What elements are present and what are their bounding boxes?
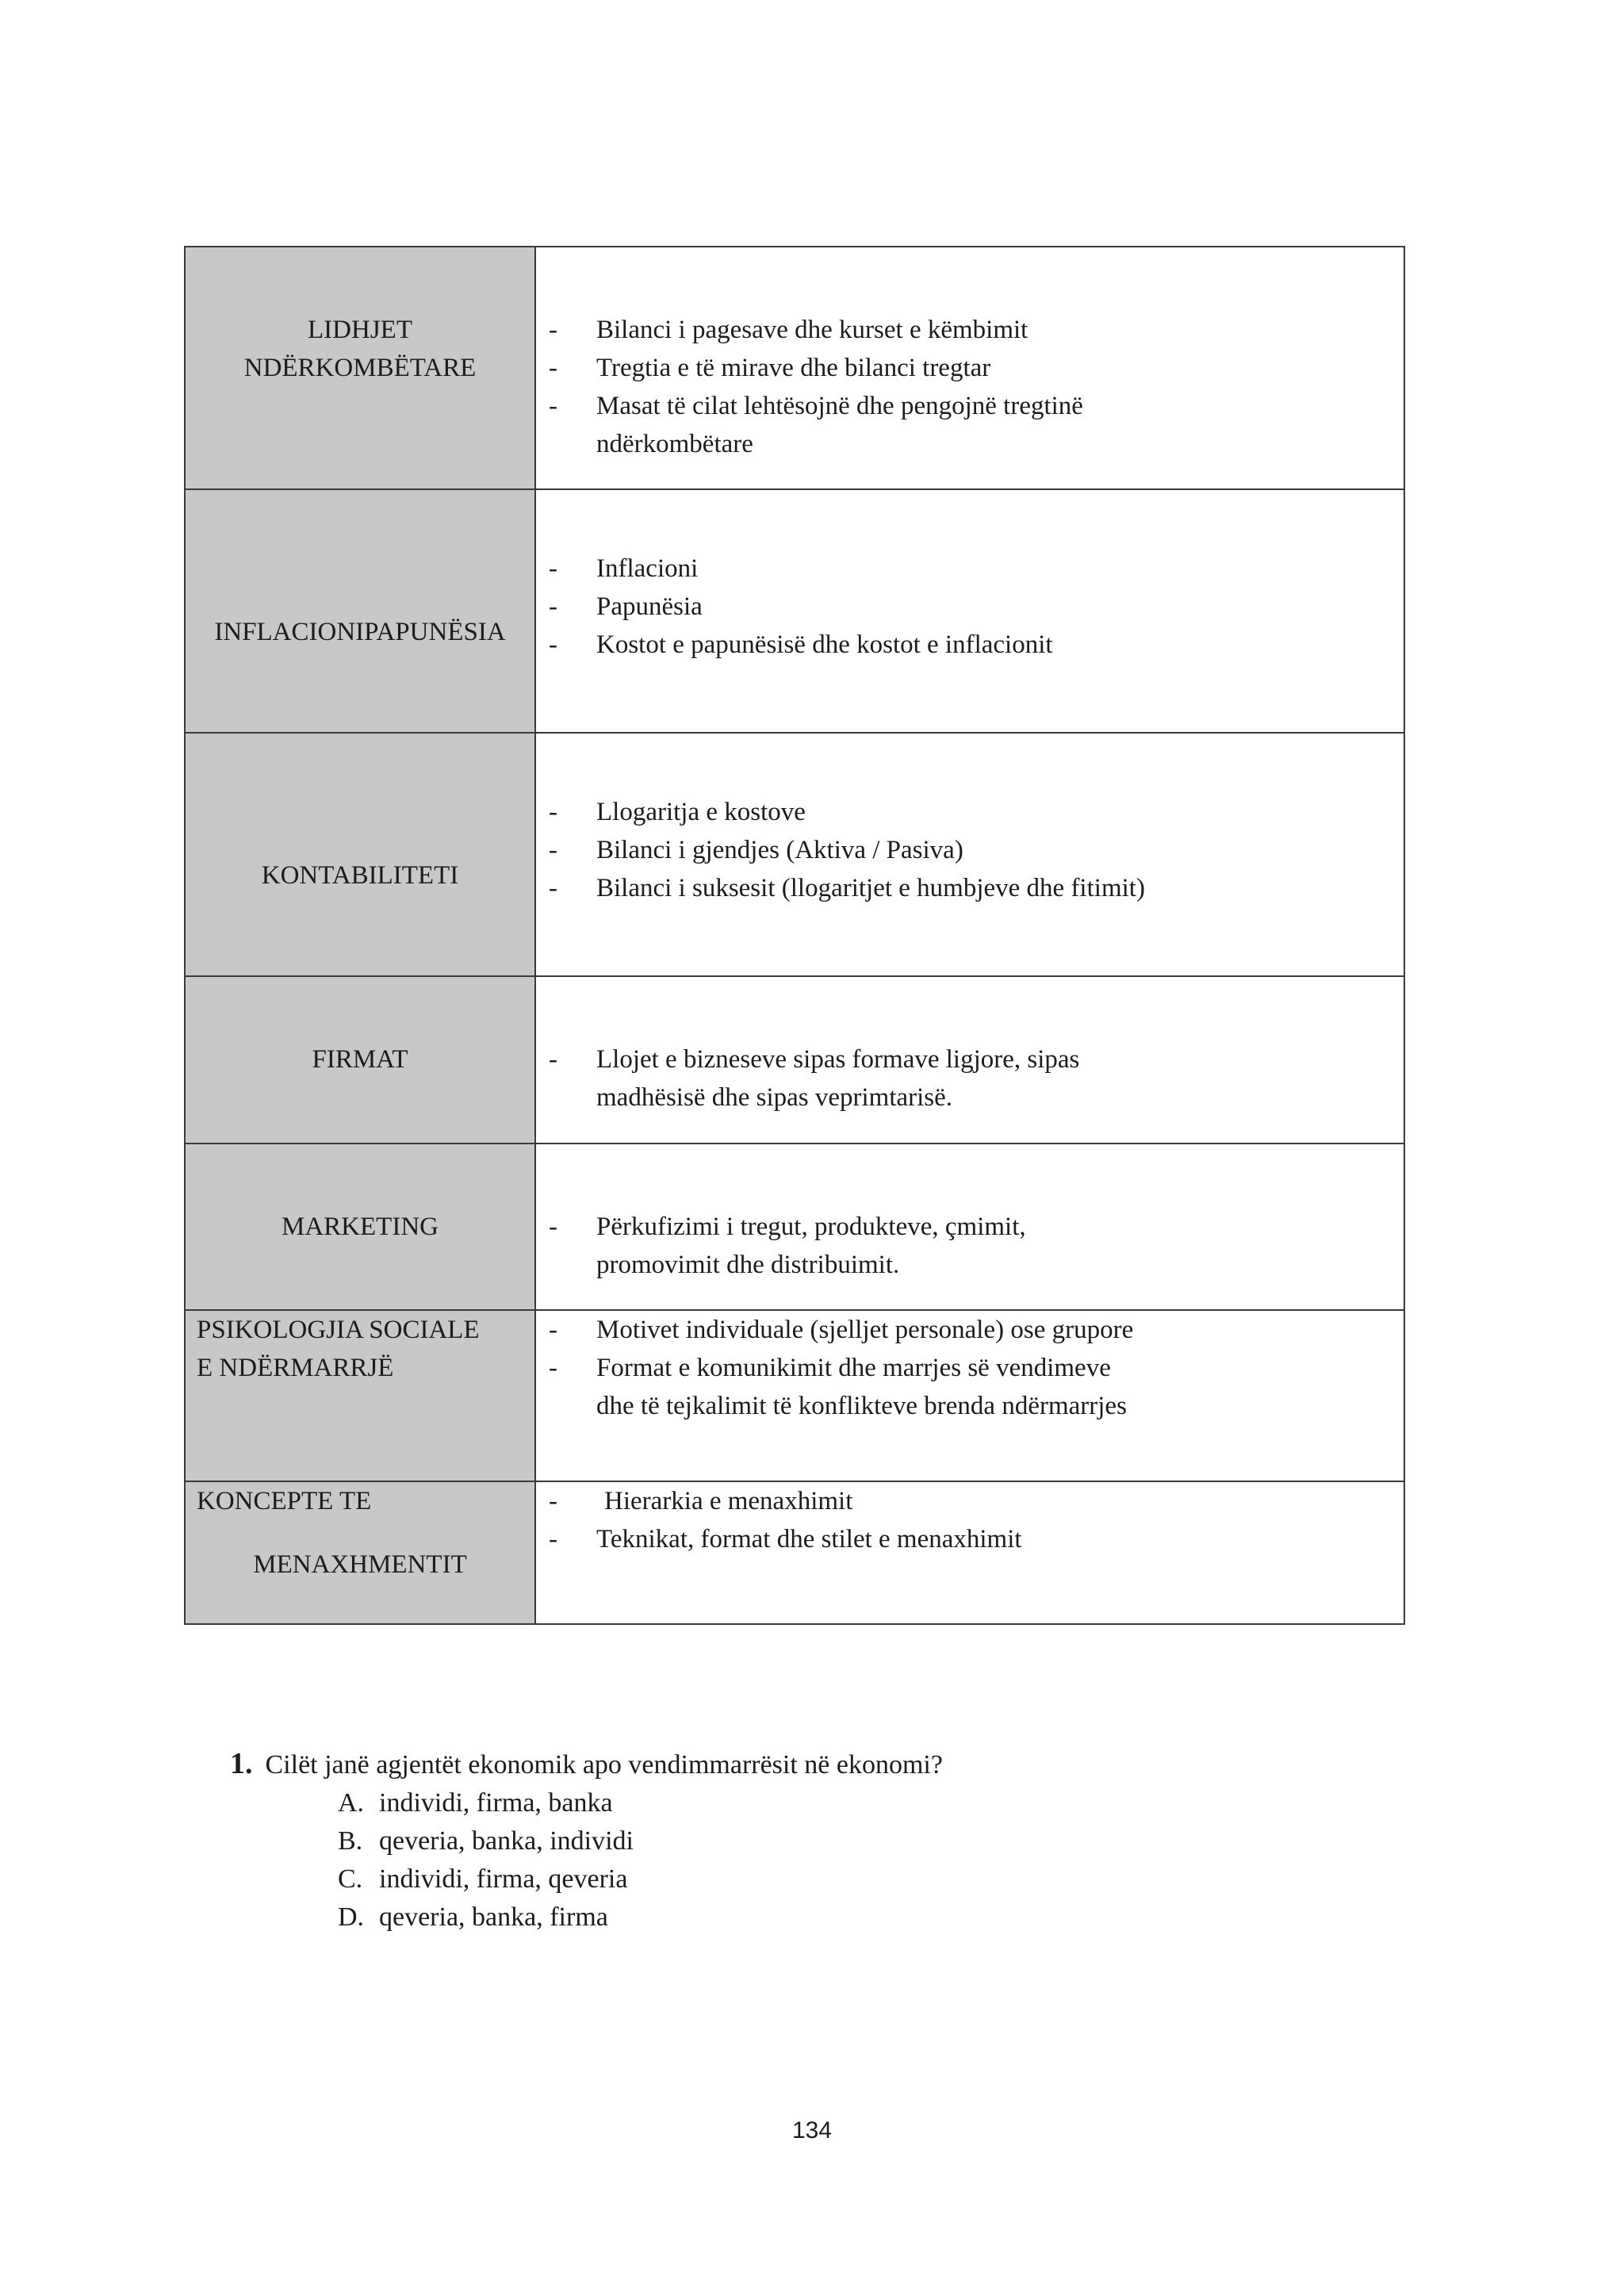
topic-label: E NDËRMARRJË <box>197 1354 394 1382</box>
detail-cell <box>535 976 1404 1144</box>
topic-label: MENAXHMENTIT <box>253 1550 467 1579</box>
topic-label: KONCEPTE TE <box>197 1487 372 1515</box>
table-row <box>185 1481 1404 1624</box>
question-line <box>230 1745 943 1784</box>
bullet-list <box>536 247 1404 463</box>
topic-label: FIRMAT <box>312 1045 408 1074</box>
topic-label: NDËRKOMBËTARE <box>243 354 477 382</box>
bullet-list <box>536 490 1404 664</box>
bullet-list <box>536 977 1404 1117</box>
list-item: - Bilanci i suksesit (llogaritjet e humbjeve dhe fitimit) <box>549 874 1145 902</box>
answer-option-c: C. individi, firma, qeveria <box>338 1864 628 1894</box>
list-item: - Bilanci i gjendjes (Aktiva / Pasiva) <box>549 836 963 864</box>
topic-cell <box>185 976 535 1144</box>
topic-label: LIDHJET <box>308 316 412 344</box>
topic-label: KONTABILITETI <box>261 861 459 890</box>
detail-cell <box>535 489 1404 733</box>
question-number: 1. <box>230 1747 253 1780</box>
question-text: Cilët janë agjentët ekonomik apo vendimmarrësit në ekonomi? <box>265 1750 943 1780</box>
list-item: - Kostot e papunësisë dhe kostot e inflacionit <box>549 630 1053 659</box>
topic-cell <box>185 247 535 489</box>
list-item: - Teknikat, format dhe stilet e menaxhimit <box>549 1525 1022 1554</box>
list-item: - Tregtia e të mirave dhe bilanci tregtar <box>549 354 991 382</box>
answer-option-a: A. individi, firma, banka <box>338 1788 613 1818</box>
bullet-list <box>536 1144 1404 1284</box>
topic-cell <box>185 1481 535 1624</box>
topic-label: INFLACIONIPAPUNËSIA <box>214 618 506 646</box>
bullet-list <box>536 1482 1404 1558</box>
answer-option-d: D. qeveria, banka, firma <box>338 1902 608 1932</box>
question-block <box>230 1745 943 1937</box>
bullet-list <box>536 734 1404 907</box>
topic-label: PSIKOLOGJIA SOCIALE <box>197 1316 480 1344</box>
list-item: - Papunësia <box>549 592 703 621</box>
table-row <box>185 1310 1404 1481</box>
detail-cell <box>535 247 1404 489</box>
answer-option-b: B. qeveria, banka, individi <box>338 1826 634 1856</box>
topic-cell <box>185 489 535 733</box>
detail-cell <box>535 1481 1404 1624</box>
list-item: - Hierarkia e menaxhimit <box>549 1487 853 1515</box>
list-item: - Masat të cilat lehtësojnë dhe pengojnë tregtinë ndërkombëtare <box>549 392 1083 458</box>
list-item: - Inflacioni <box>549 554 699 583</box>
table-row <box>185 733 1404 976</box>
table-row <box>185 247 1404 489</box>
list-item: - Llojet e bizneseve sipas formave ligjore, sipas madhësisë dhe sipas veprimtarisë. <box>549 1045 1080 1112</box>
page-number: 134 <box>791 2117 833 2144</box>
detail-cell <box>535 1310 1404 1481</box>
answer-options <box>230 1784 943 1937</box>
list-item: - Llogaritja e kostove <box>549 798 806 826</box>
topic-label: MARKETING <box>282 1213 439 1241</box>
detail-cell <box>535 733 1404 976</box>
table-row <box>185 976 1404 1144</box>
detail-cell <box>535 1144 1404 1310</box>
topic-cell <box>185 1144 535 1310</box>
topic-cell <box>185 733 535 976</box>
table-row <box>185 489 1404 733</box>
list-item: - Format e komunikimit dhe marrjes së vendimeve dhe të tejkalimit të konflikteve brenda ndërmarrjes <box>549 1354 1127 1420</box>
bullet-list <box>536 1311 1404 1425</box>
list-item: - Bilanci i pagesave dhe kurset e këmbimit <box>549 316 1028 344</box>
list-item: - Përkufizimi i tregut, produkteve, çmimit, promovimit dhe distribuimit. <box>549 1213 1026 1279</box>
topic-cell <box>185 1310 535 1481</box>
topic-table <box>184 246 1405 1625</box>
table-row <box>185 1144 1404 1310</box>
list-item: - Motivet individuale (sjelljet personale) ose grupore <box>549 1316 1134 1344</box>
